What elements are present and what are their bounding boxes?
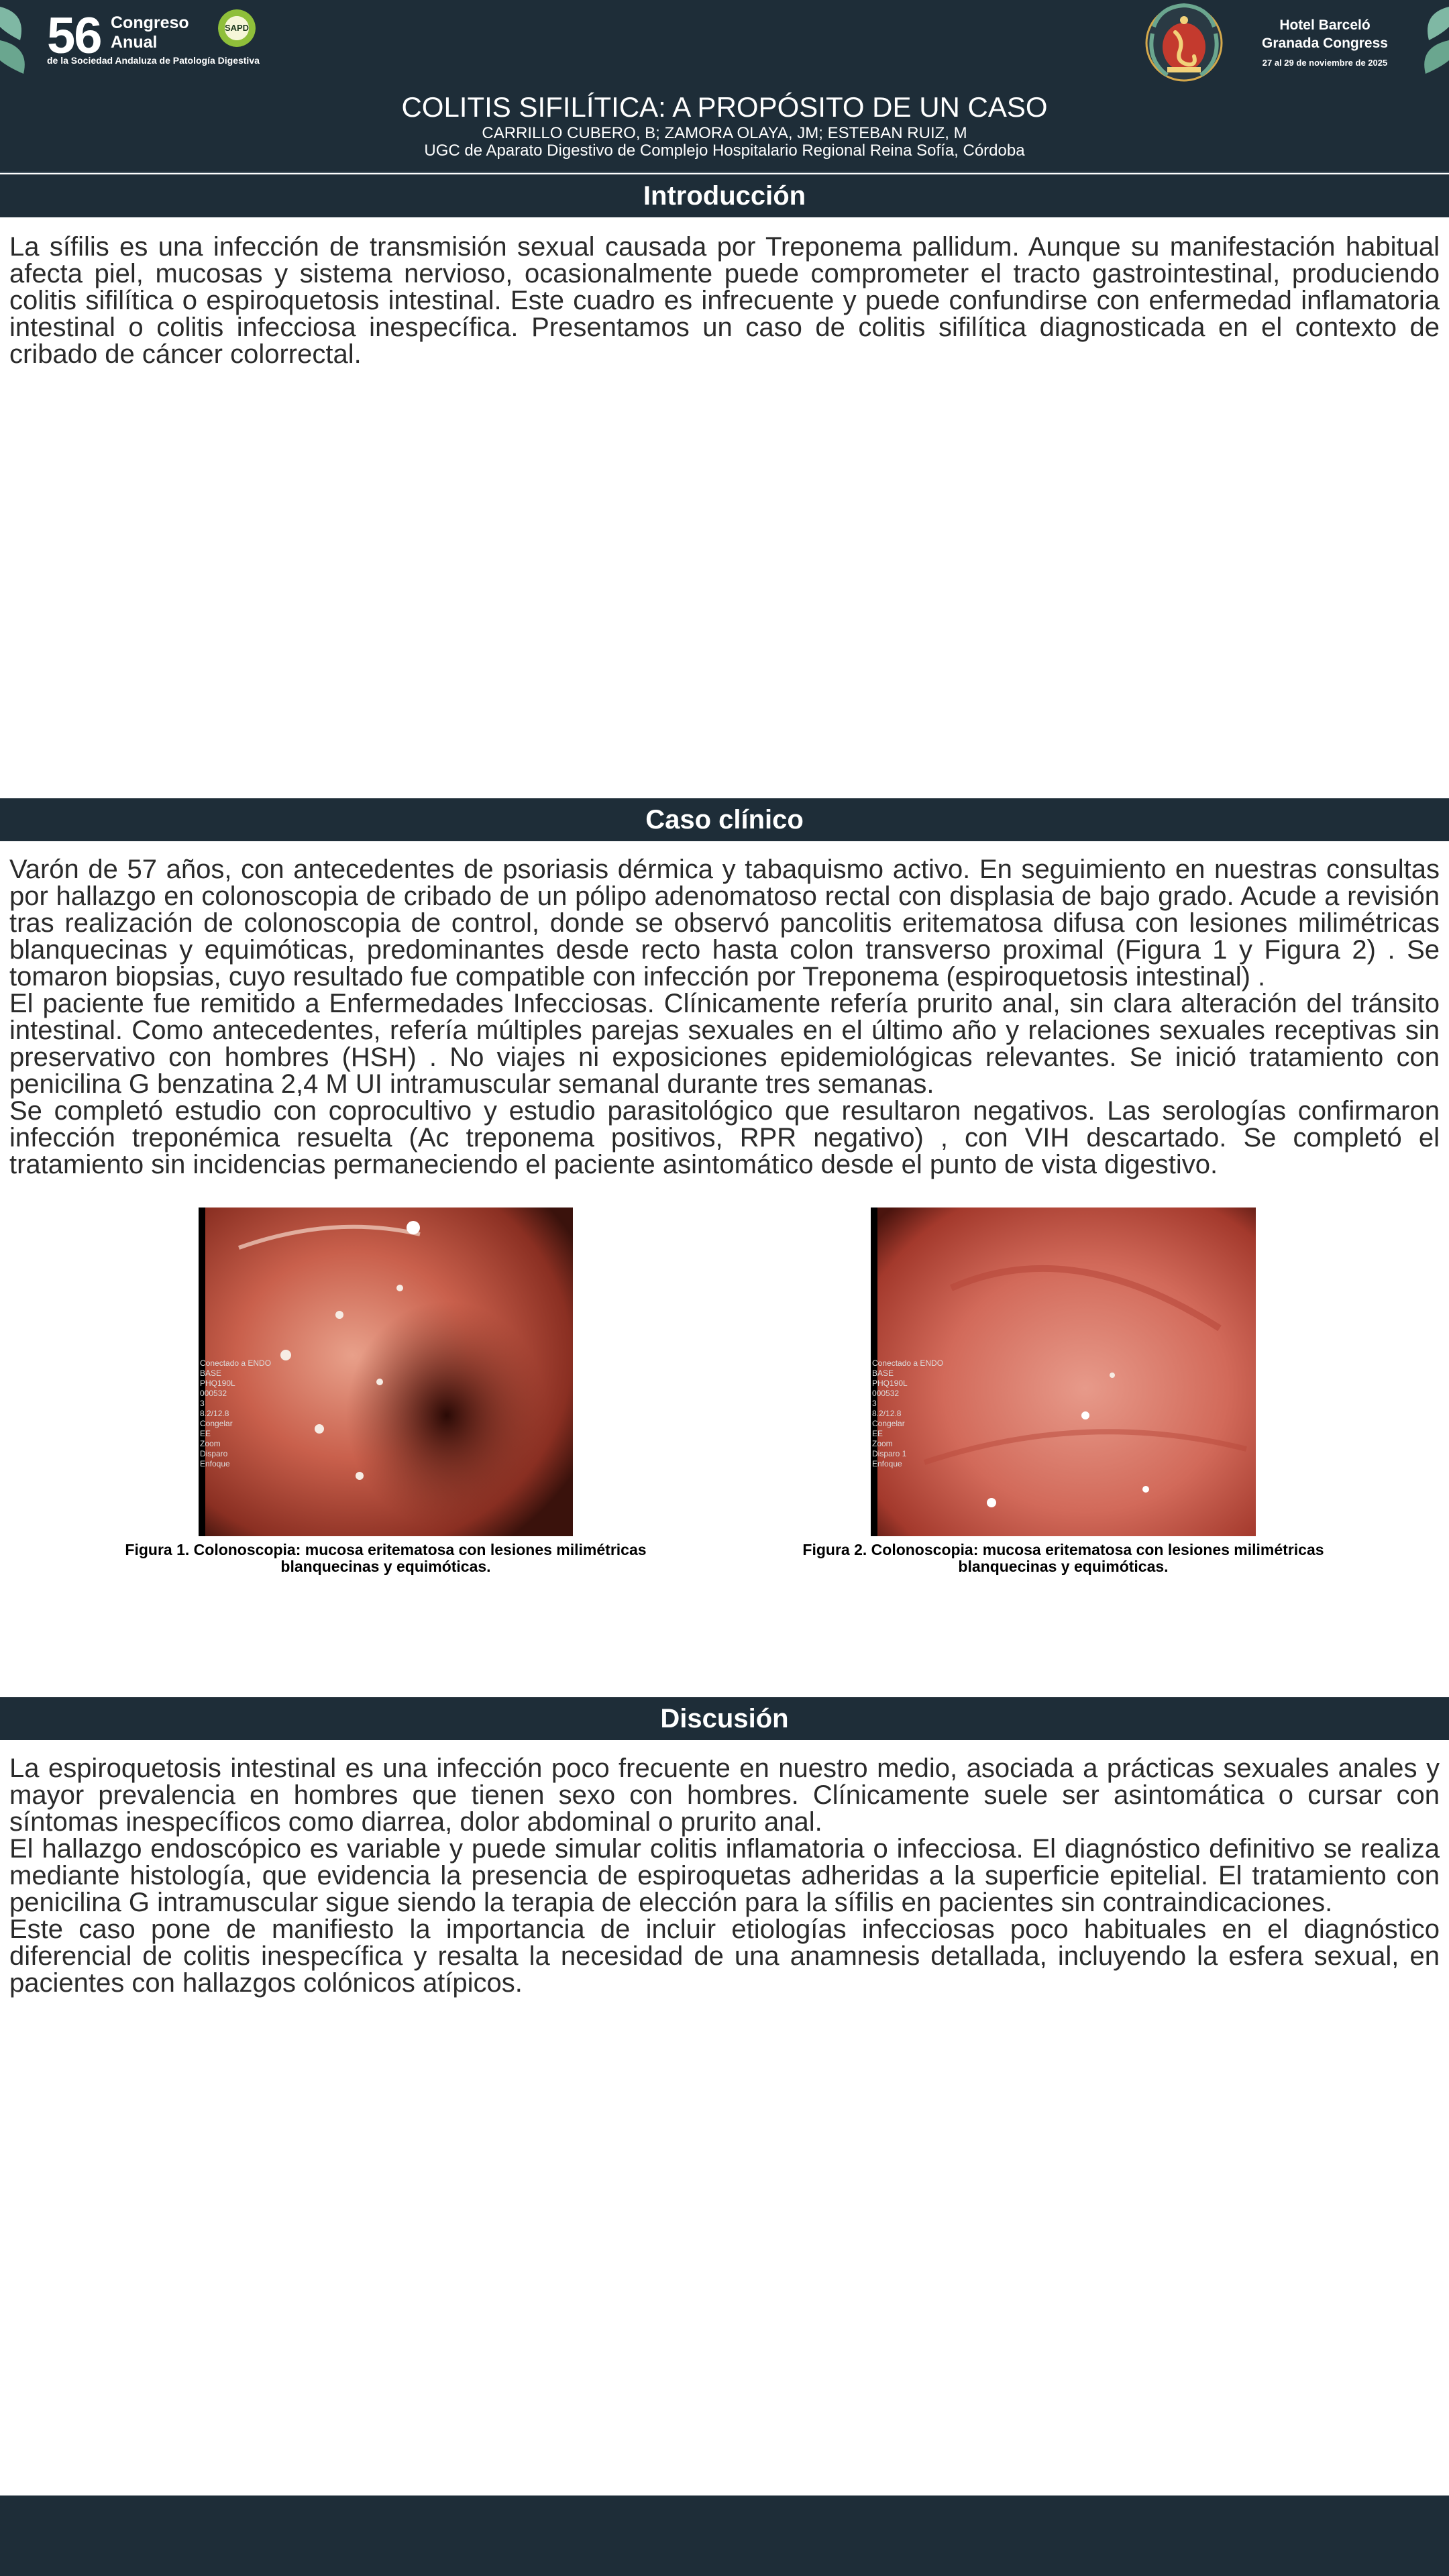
- discussion-paragraph: La espiroquetosis intestinal es una infección poco frecuente en nuestro medio, asociada a prácticas sexuales anales y mayor prevalencia en hombres que tienen sexo con hombres. Clínicamente suele ser asintomática o cursar con síntomas inespecíficos como diarrea, dolor abdominal o prurito anal.: [9, 1754, 1440, 1837]
- discussion-paragraph: El hallazgo endoscópico es variable y puede simular colitis inflamatoria o infecciosa. El diagnóstico definitivo se realiza mediante histología, que evidencia la presencia de espiroquetas adheridas a la superficie epitelial. El tratamiento con penicilina G intramuscular sigue siendo la terapia de elección para la sífilis en pacientes sin contraindicaciones.: [9, 1834, 1440, 1917]
- poster-title: COLITIS SIFILÍTICA: A PROPÓSITO DE UN CASO: [401, 91, 1048, 123]
- figure-1-caption: Figura 1. Colonoscopia: mucosa eritematosa con lesiones milimétricas blanquecinas y equimóticas.: [125, 1541, 647, 1575]
- case-paragraph: El paciente fue remitido a Enfermedades Infecciosas. Clínicamente refería prurito anal, sin clara alteración del tránsito intestinal. Como antecedentes, refería múltiples parejas sexuales en el último año y relaciones sexuales receptivas sin preservativo con hombres (HSH) . No viajes ni exposiciones epidemiológicas relevantes. Se inició tratamiento con penicilina G benzatina 2,4 M UI intramuscular semanal durante tres semanas.: [9, 989, 1440, 1099]
- granada-emblem-icon: [1140, 0, 1228, 86]
- figure-2: [745, 1208, 1382, 1575]
- section-heading-intro: Introducción: [0, 174, 1449, 217]
- discussion-paragraph: Este caso pone de manifiesto la importancia de incluir etiologías infecciosas poco habituales en el diagnóstico diferencial de colitis inespecífica y resalta la necesidad de una anamnesis detallada, incluyendo la esfera sexual, en pacientes con hallazgos colónicos atípicos.: [9, 1915, 1440, 1998]
- case-paragraph: Se completó estudio con coprocultivo y estudio parasitológico que resultaron negativos. Las serologías confirmaron infección treponémica resuelta (Ac treponema positivos, RPR negativo) , con VIH descartado. Se completó el tratamiento sin incidencias permaneciendo el paciente asintomático desde el punto de vista digestivo.: [9, 1096, 1440, 1179]
- venue-name: Hotel Barceló Granada Congress: [1262, 17, 1388, 51]
- venue-info: [1248, 16, 1402, 68]
- colonoscopy-image-2: Conectado a ENDO BASE PHQ190L 000532 3 8.2/12.8 Congelar EE Zoom Disparo 1 Enfoque: [871, 1208, 1256, 1536]
- leaf-decoration-left-icon: [0, 0, 40, 80]
- poster-header: [0, 0, 1449, 173]
- case-text: [9, 856, 1440, 1178]
- header-divider: [0, 172, 1449, 173]
- leaf-decoration-right-icon: [1415, 0, 1449, 80]
- figure-2-caption: Figura 2. Colonoscopia: mucosa eritematosa con lesiones milimétricas blanquecinas y equimóticas.: [802, 1541, 1324, 1575]
- intro-paragraph: La sífilis es una infección de transmisión sexual causada por Treponema pallidum. Aunque su manifestación habitual afecta piel, mucosas y sistema nervioso, ocasionalmente puede comprometer el tracto gastrointestinal, produciendo colitis sifilítica o espiroquetosis intestinal. Este cuadro es infrecuente y puede confundirse con enfermedad inflamatoria intestinal o colitis infecciosa inespecífica. Presentamos un caso de colitis sifilítica diagnosticada en el contexto de cribado de cáncer colorrectal.: [9, 232, 1440, 369]
- colonoscopy-image-1: Conectado a ENDO BASE PHQ190L 000532 3 8.2/12.8 Congelar EE Zoom Disparo Enfoque: [199, 1208, 573, 1536]
- venue-dates: 27 al 29 de noviembre de 2025: [1262, 58, 1388, 68]
- section-heading-case: Caso clínico: [0, 798, 1449, 841]
- section-heading-discussion: Discusión: [0, 1697, 1449, 1740]
- poster-footer: [0, 2496, 1449, 2576]
- case-paragraph: Varón de 57 años, con antecedentes de psoriasis dérmica y tabaquismo activo. En seguimiento en nuestras consultas por hallazgo en colonoscopia de cribado de un pólipo adenomatoso rectal con displasia de bajo grado. Acude a revisión tras realización de colonoscopia de control, donde se observó pancolitis eritematosa difusa con lesiones milimétricas blanquecinas y equimóticas, predominantes desde recto hasta colon transverso proximal (Figura 1 y Figura 2) . Se tomaron biopsias, cuyo resultado fue compatible con infección por Treponema (espiroquetosis intestinal) .: [9, 855, 1440, 991]
- congress-number: 56: [47, 7, 101, 64]
- figure-1: [67, 1208, 704, 1575]
- poster-affiliation: UGC de Aparato Digestivo de Complejo Hospitalario Regional Reina Sofía, Córdoba: [424, 142, 1025, 160]
- congress-label: Congreso Anual: [111, 13, 189, 52]
- discussion-text: [9, 1755, 1440, 1996]
- society-logo-badge: SAPD: [218, 9, 256, 47]
- intro-text: [9, 233, 1440, 368]
- congress-society: de la Sociedad Andaluza de Patología Digestiva: [47, 55, 260, 66]
- poster-authors: CARRILLO CUBERO, B; ZAMORA OLAYA, JM; ESTEBAN RUIZ, M: [482, 124, 967, 142]
